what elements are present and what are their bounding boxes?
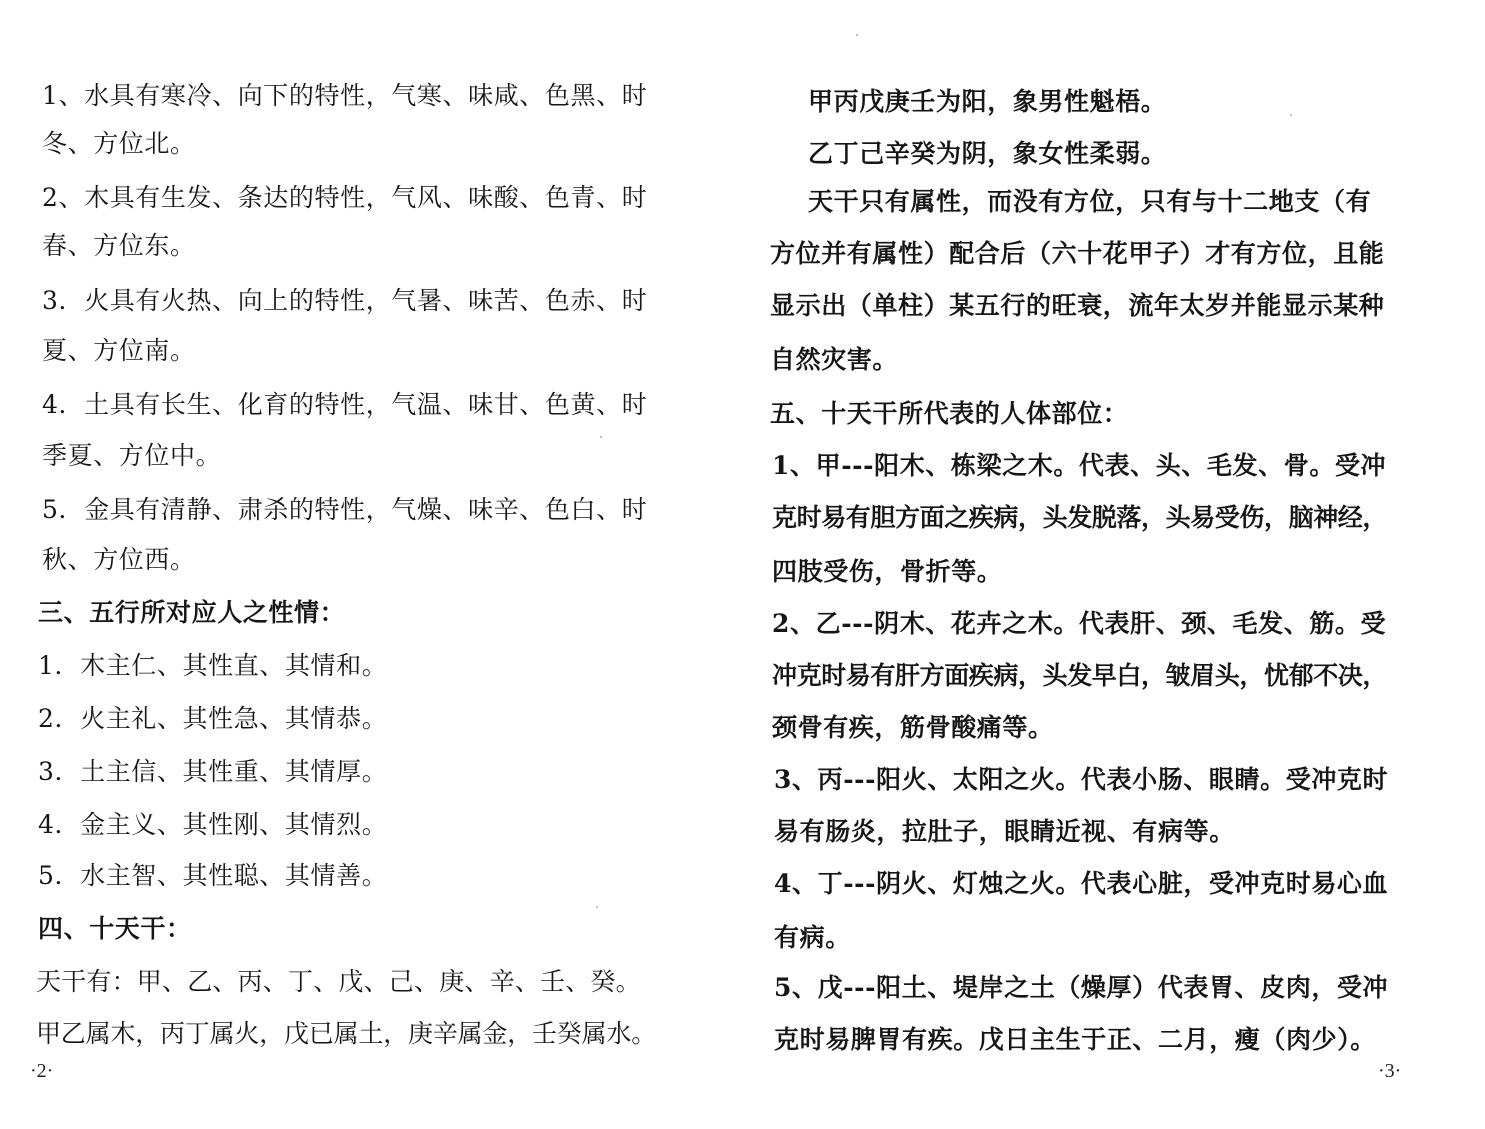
- text-line: 显示出（单柱）某五行的旺衰，流年太岁并能显示某种: [770, 291, 1385, 320]
- text-line: 夏、方位南。: [42, 336, 196, 365]
- scan-speck: [600, 436, 602, 438]
- text-line: 甲乙属木，丙丁属火，戊已属土，庚辛属金，壬癸属水。: [36, 1019, 657, 1048]
- text-line: 2、乙---阴木、花卉之木。代表肝、颈、毛发、筋。受: [772, 609, 1387, 638]
- text-line: 5．金具有清静、肃杀的特性，气燥、味辛、色白、时: [42, 495, 648, 524]
- text-line: 1、甲---阳木、栋梁之木。代表、头、毛发、骨。受冲: [772, 451, 1387, 480]
- text-line: 克时易有胆方面之疾病，头发脱落，头易受伤，脑神经，: [772, 503, 1388, 532]
- section-heading: 五、十天干所代表的人体部位：: [770, 399, 1129, 428]
- text-line: 秋、方位西。: [42, 545, 196, 574]
- left-page: [0, 0, 742, 1129]
- text-line: 3．火具有火热、向上的特性，气暑、味苦、色赤、时: [42, 286, 648, 315]
- text-line: 颈骨有疾，筋骨酸痛等。: [772, 713, 1054, 742]
- scan-speck: [856, 34, 858, 36]
- page-number: ·2·: [30, 1060, 54, 1082]
- text-line: 1、水具有寒冷、向下的特性，气寒、味咸、色黑、时: [42, 81, 648, 110]
- text-line: 5、戊---阳土、堤岸之土（燥厚）代表胃、皮肉，受冲: [774, 973, 1389, 1002]
- section-heading: 四、十天干：: [38, 914, 192, 943]
- right-page: [742, 0, 1485, 1129]
- text-line: 4、丁---阴火、灯烛之火。代表心脏，受冲克时易心血: [774, 869, 1389, 898]
- text-line: 有病。: [774, 923, 851, 952]
- text-line: 5．水主智、其性聪、其情善。: [38, 861, 388, 890]
- text-line: 甲丙戊庚壬为阳，象男性魁梧。: [808, 87, 1167, 116]
- text-line: 方位并有属性）配合后（六十花甲子）才有方位，且能: [770, 239, 1385, 268]
- text-line: 天干只有属性，而没有方位，只有与十二地支（有: [808, 187, 1372, 216]
- text-line: 克时易脾胃有疾。戊日主生于正、二月，瘦（肉少）。: [774, 1025, 1376, 1054]
- text-line: 3．土主信、其性重、其情厚。: [38, 757, 388, 786]
- text-line: 冲克时易有肝方面疾病，头发早白，皱眉头，忧郁不决，: [772, 661, 1388, 690]
- text-line: 季夏、方位中。: [42, 441, 222, 470]
- text-line: 4．土具有长生、化育的特性，气温、味甘、色黄、时: [42, 390, 648, 419]
- text-line: 3、丙---阳火、太阳之火。代表小肠、眼睛。受冲克时: [774, 765, 1389, 794]
- text-line: 4．金主义、其性刚、其情烈。: [38, 810, 388, 839]
- text-line: 2、木具有生发、条达的特性，气风、味酸、色青、时: [42, 183, 648, 212]
- scan-speck: [1290, 114, 1292, 116]
- section-heading: 三、五行所对应人之性情：: [38, 598, 346, 627]
- text-line: 四肢受伤，骨折等。: [772, 557, 1003, 586]
- text-line: 2．火主礼、其性急、其情恭。: [38, 704, 388, 733]
- page-number: ·3·: [1378, 1060, 1402, 1082]
- text-line: 自然灾害。: [770, 345, 899, 374]
- text-line: 天干有：甲、乙、丙、丁、戊、己、庚、辛、壬、癸。: [36, 967, 641, 996]
- text-line: 易有肠炎，拉肚子，眼睛近视、有病等。: [774, 817, 1235, 846]
- text-line: 冬、方位北。: [42, 129, 196, 158]
- text-line: 春、方位东。: [42, 231, 196, 260]
- scan-speck: [596, 906, 598, 908]
- text-line: 1．木主仁、其性直、其情和。: [38, 651, 388, 680]
- text-line: 乙丁己辛癸为阴，象女性柔弱。: [808, 139, 1167, 168]
